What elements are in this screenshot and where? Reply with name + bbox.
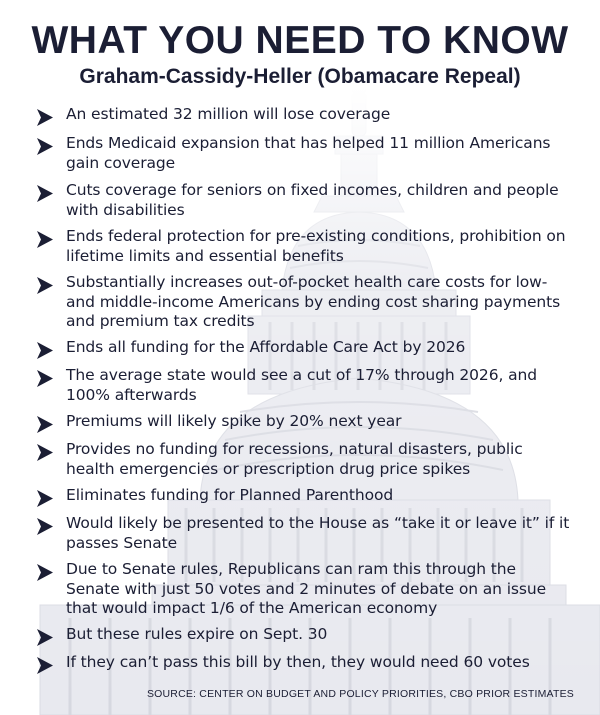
list-item-text: Would likely be presented to the House as “take it or leave it” if it passes Senate bbox=[66, 514, 570, 552]
chevron-right-icon bbox=[34, 369, 56, 388]
list-item-text: The average state would see a cut of 17% through 2026, and 100% afterwards bbox=[66, 366, 537, 404]
chevron-right-icon bbox=[34, 137, 56, 156]
chevron-right-icon bbox=[34, 443, 56, 462]
list-item bbox=[34, 625, 574, 647]
list-item bbox=[34, 366, 574, 405]
list-item-text: Ends federal protection for pre-existing conditions, prohibition on lifetime limits and essential benefits bbox=[66, 227, 566, 265]
chevron-right-icon bbox=[34, 230, 56, 249]
chevron-right-icon bbox=[34, 415, 56, 434]
list-item bbox=[34, 134, 574, 173]
list-item bbox=[34, 486, 574, 508]
chevron-right-icon bbox=[34, 108, 56, 127]
chevron-right-icon bbox=[34, 628, 56, 647]
chevron-right-icon bbox=[34, 489, 56, 508]
list-item-text: Ends Medicaid expansion that has helped 11 million Americans gain coverage bbox=[66, 134, 551, 172]
list-item bbox=[34, 653, 574, 675]
chevron-right-icon bbox=[34, 184, 56, 203]
list-item-text: Cuts coverage for seniors on fixed incomes, children and people with disabilities bbox=[66, 181, 559, 219]
list-item-text: An estimated 32 million will lose coverage bbox=[66, 105, 391, 123]
list-item bbox=[34, 440, 574, 479]
list-item-text: But these rules expire on Sept. 30 bbox=[66, 625, 328, 643]
source-footnote: SOURCE: CENTER ON BUDGET AND POLICY PRIORITIES, CBO PRIOR ESTIMATES bbox=[146, 688, 574, 700]
list-item bbox=[34, 560, 574, 619]
list-item bbox=[34, 227, 574, 266]
chevron-right-icon bbox=[34, 656, 56, 675]
list-item-text: Provides no funding for recessions, natural disasters, public health emergencies or prescription drug price spikes bbox=[66, 440, 523, 478]
list-item-text: Premiums will likely spike by 20% next year bbox=[66, 412, 402, 430]
list-item-text: Ends all funding for the Affordable Care Act by 2026 bbox=[66, 338, 466, 356]
page-subtitle: Graham-Cassidy-Heller (Obamacare Repeal) bbox=[79, 65, 521, 88]
list-item bbox=[34, 105, 574, 127]
list-item bbox=[34, 181, 574, 220]
list-item bbox=[34, 273, 574, 332]
list-item bbox=[34, 412, 574, 434]
chevron-right-icon bbox=[34, 517, 56, 536]
list-item-text: Substantially increases out-of-pocket health care costs for low- and middle-income Americans by ending cost sharing payments and premium tax credits bbox=[66, 273, 561, 330]
page-title: WHAT YOU NEED TO KNOW bbox=[31, 19, 569, 62]
list-item bbox=[34, 338, 574, 360]
chevron-right-icon bbox=[34, 276, 56, 295]
chevron-right-icon bbox=[34, 341, 56, 360]
list-item-text: Due to Senate rules, Republicans can ram this through the Senate with just 50 votes and 2 minutes of debate on an issue that would impact 1/6 of the American economy bbox=[66, 560, 547, 617]
list-item-text: Eliminates funding for Planned Parenthood bbox=[66, 486, 394, 504]
list-item-text: If they can’t pass this bill by then, they would need 60 votes bbox=[66, 653, 530, 671]
chevron-right-icon bbox=[34, 563, 56, 582]
list-item bbox=[34, 514, 574, 553]
